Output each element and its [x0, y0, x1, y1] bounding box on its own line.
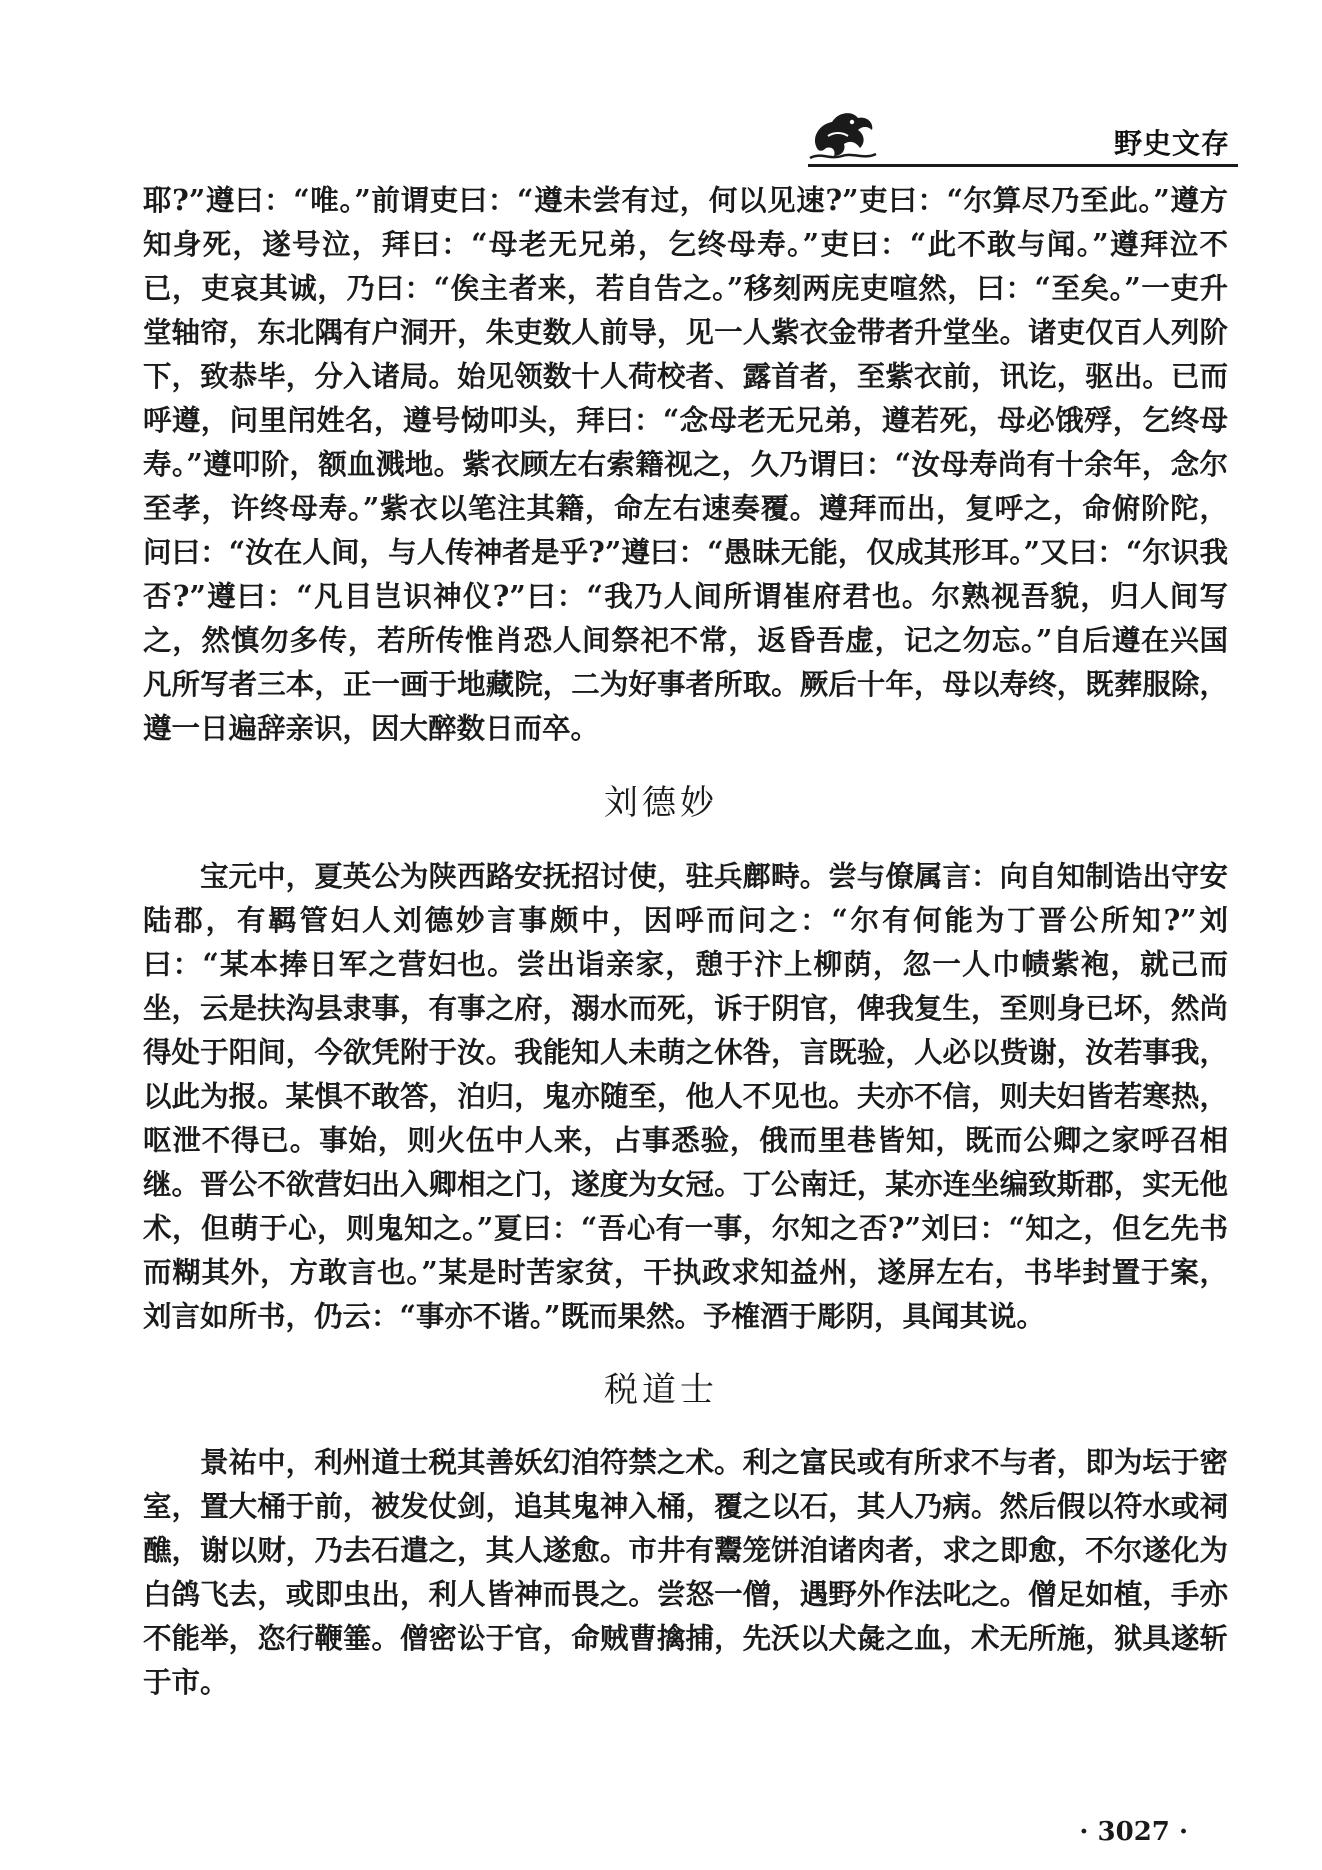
section-title-shui-daoshi: 税道士 [604, 1370, 718, 1410]
story-paragraph: 景祐中，利州道士税其善妖幻洎符禁之术。利之富民或有所求不与者，即为坛于密室，置大桶于前，被发仗剑，追其鬼神入桶，覆之以石，其人乃病。然后假以符水或祠醮，谢以财，乃去石遣之，其人遂愈。市井有鬻笼饼洎诸肉者，求之即愈，不尔遂化为白鸽飞去，或即虫出，利人皆神而畏之。尝怒一僧，遇野外作法叱之。僧足如植，手亦不能举，恣行鞭箠。僧密讼于官，命贼曹擒捕，先沃以犬彘之血，术无所施，狱具遂斩于市。 [143, 1445, 1228, 1699]
series-title: 野史文存 [1113, 127, 1230, 160]
story-paragraph: 宝元中，夏英公为陕西路安抚招讨使，驻兵鄜畤。尝与僚属言：向自知制诰出守安陆郡，有羁管妇人刘德妙言事颇中，因呼而问之：“尔有何能为丁晋公所知?”刘曰：“某本捧日军之营妇也。尝出诣亲家，憩于汴上柳荫，忽一人巾帻紫袍，就己而坐，云是扶沟县隶事，有事之府，溺水而死，诉于阴官，俾我复生，至则身已坏，然尚得处于阳间，今欲凭附于汝。我能知人未萌之休咎，言既验，人必以赀谢，汝若事我，以此为报。某惧不敢答，泊归，鬼亦随至，他人不见也。夫亦不信，则夫妇皆若寒热，呕泄不得已。事始，则火伍中人来，占事悉验，俄而里巷皆知，既而公卿之家呼召相继。晋公不欲营妇出入卿相之门，遂度为女冠。丁公南迁，某亦连坐编致斯郡，实无他术，但萌于心，则鬼知之。”夏曰：“吾心有一事，尔知之否?”刘曰：“知之，但乞先书而糊其外，方敢言也。”某是时苦家贫，干执政求知益州，遂屏左右，书毕封置于案，刘言如所书，仍云：“事亦不谐。”既而果然。予榷酒于彫阴，具闻其说。 [143, 859, 1228, 1333]
story-shui-daoshi [143, 1440, 1228, 1704]
running-header [808, 106, 1238, 170]
page-number: · 3027 · [1079, 1817, 1188, 1847]
dragon-emblem-icon [808, 106, 878, 164]
story-paragraph: 耶?”遵曰：“唯。”前谓吏曰：“遵未尝有过，何以见速?”吏曰：“尔算尽乃至此。”遵方知身死，遂号泣，拜曰：“母老无兄弟，乞终母寿。”吏曰：“此不敢与闻。”遵拜泣不已，吏哀其诚，乃曰：“俟主者来，若自告之。”移刻两庑吏喧然，曰：“至矣。”一吏升堂轴帘，东北隅有户洞开，朱吏数人前导，见一人紫衣金带者升堂坐。诸吏仅百人列阶下，致恭毕，分入诸局。始见领数十人荷校者、露首者，至紫衣前，讯讫，驱出。已而呼遵，问里闬姓名，遵号恸叩头，拜曰：“念母老无兄弟，遵若死，母必饿殍，乞终母寿。”遵叩阶，额血溅地。紫衣顾左右索籍视之，久乃谓曰：“汝母寿尚有十余年，念尔至孝，许终母寿。”紫衣以笔注其籍，命左右速奏覆。遵拜而出，复呼之，命俯阶陀，问曰：“汝在人间，与人传神者是乎?”遵曰：“愚昧无能，仅成其形耳。”又曰：“尔识我否?”遵曰：“凡目岂识神仪?”曰：“我乃人间所谓崔府君也。尔熟视吾貌，归人间写之，然慎勿多传，若所传惟肖恐人间祭祀不常，返昏吾虚，记之勿忘。”自后遵在兴国凡所写者三本，正一画于地藏院，二为好事者所取。厥后十年，母以寿终，既葬服除，遵一日遍辞亲识，因大醉数日而卒。 [143, 183, 1228, 745]
story-liu-demiao [143, 854, 1228, 1338]
continued-story [143, 178, 1228, 750]
section-title-liu-demiao: 刘德妙 [604, 783, 718, 823]
header-rule [808, 164, 1238, 167]
